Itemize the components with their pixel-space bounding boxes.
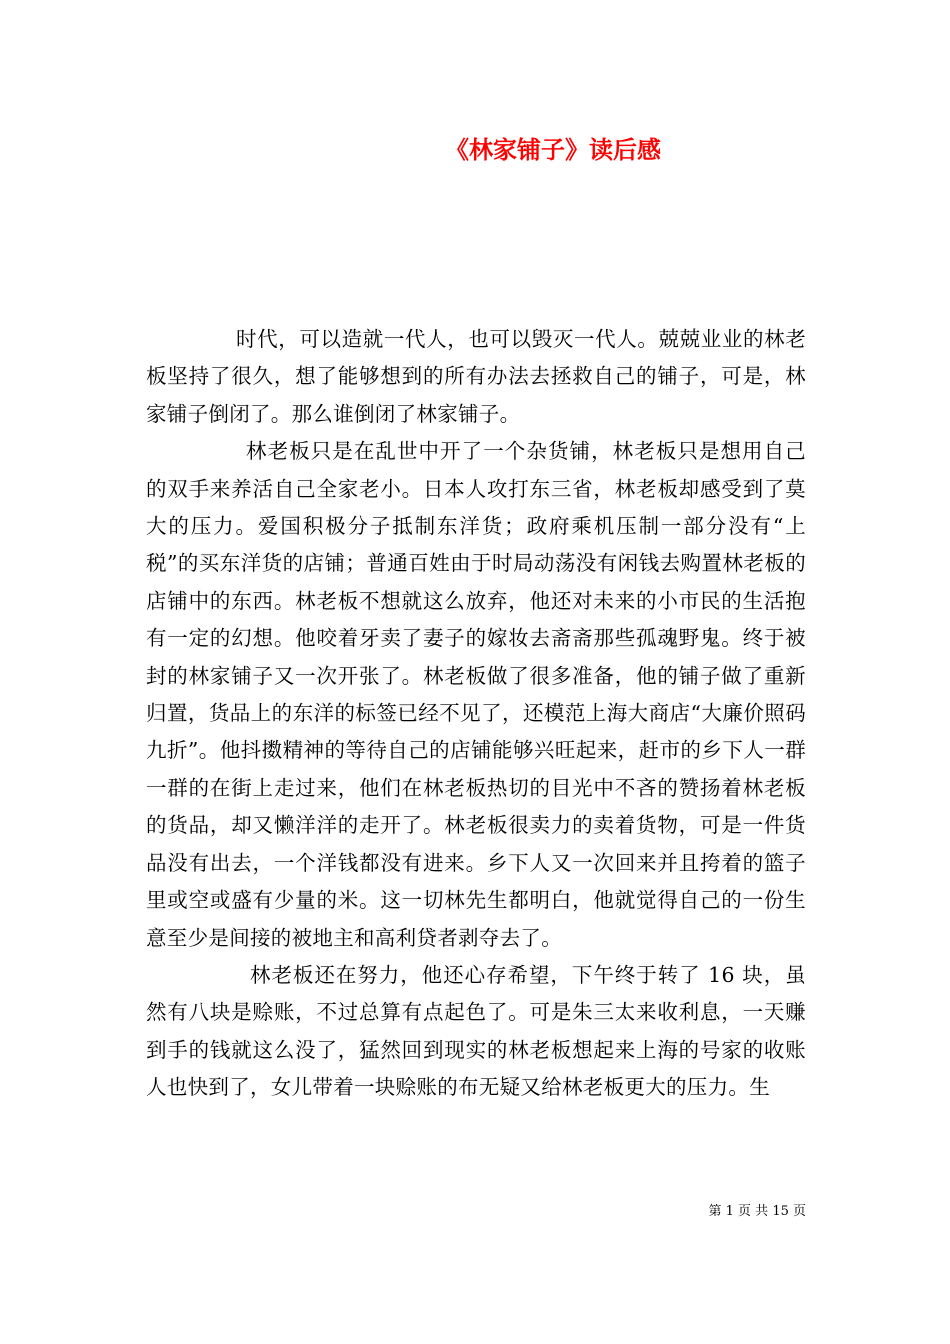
paragraph-2: 林老板只是在乱世中开了一个杂货铺，林老板只是想用自己的双手来养活自己全家老小。日本人攻打东三省，林老板却感受到了莫大的压力。爱国积极分子抵制东洋货；政府乘机压制一部分没有“上税”的买东洋货的店铺；普通百姓由于时局动荡没有闲钱去购置林老板的店铺中的东西。林老板不想就这么放弃，他还对未来的小市民的生活抱有一定的幻想。他咬着牙卖了妻子的嫁妆去斋斋那些孤魂野鬼。终于被封的林家铺子又一次开张了。林老板做了很多准备，他的铺子做了重新归置，货品上的东洋的标签已经不见了，还模范上海大商店“大廉价照码九折”。他抖擞精神的等待自己的店铺能够兴旺起来，赶市的乡下人一群一群的在街上走过来，他们在林老板热切的目光中不吝的赞扬着林老板的货品，却又懒洋洋的走开了。林老板很卖力的卖着货物，可是一件货品没有出去，一个洋钱都没有进来。乡下人又一次回来并且挎着的篮子里或空或盛有少量的米。这一切林先生都明白，他就觉得自己的一份生意至少是间接的被地主和高利贷者剥夺去了。 (146, 439, 806, 950)
document-title: 《林家铺子》读后感 (445, 135, 661, 164)
paragraph-3: 林老板还在努力，他还心存希望，下午终于转了 16 块，虽然有八块是赊账，不过总算有点起色了。可是朱三太来收利息，一天赚到手的钱就这么没了，猛然回到现实的林老板想起来上海的号家的收账人也快到了，女儿带着一块赊账的布无疑又给林老板更大的压力。生 (146, 962, 806, 1100)
document-body (146, 321, 806, 1107)
page-number-footer: 第 1 页 共 15 页 (708, 1204, 806, 1219)
paragraph-1: 时代，可以造就一代人，也可以毁灭一代人。兢兢业业的林老板坚持了很久，想了能够想到的所有办法去拯救自己的铺子，可是，林家铺子倒闭了。那么谁倒闭了林家铺子。 (146, 327, 806, 426)
